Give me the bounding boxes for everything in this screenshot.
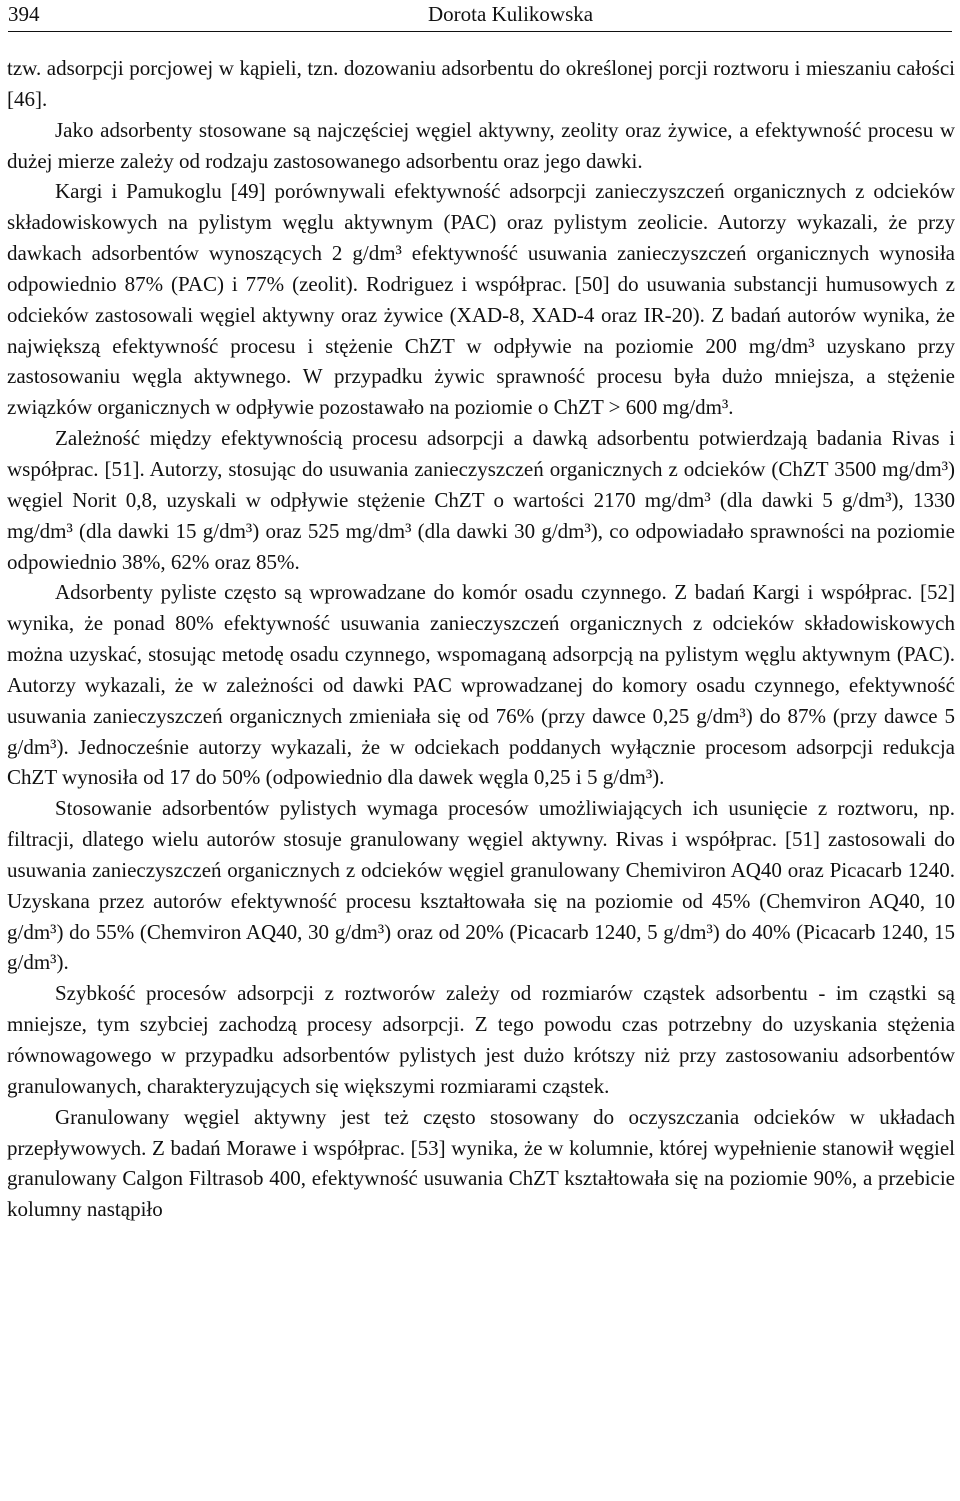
paragraph-7: Szybkość procesów adsorpcji z roztworów zależy od rozmiarów cząstek adsorbentu - im cząstki są mniejsze, tym szybciej zachodzą procesy adsorpcji. Z tego powodu czas potrzebny do uzyskania stężenia równowagowego w przypadku adsorbentów pylistych jest dużo krótszy niż przy zastosowaniu adsorbentów granulowanych, charakteryzujących się większymi rozmiarami cząstek. xyxy=(7,981,955,1098)
running-head-author: Dorota Kulikowska xyxy=(428,2,594,26)
page-number: 394 xyxy=(8,2,40,26)
paragraph-2: Jako adsorbenty stosowane są najczęściej węgiel aktywny, zeolity oraz żywice, a efektywność procesu w dużej mierze zależy od rodzaju zastosowanego adsorbentu oraz jego dawki. xyxy=(7,117,955,173)
paragraph-3: Kargi i Pamukoglu [49] porównywali efektywność adsorpcji zanieczyszczeń organicznych z odcieków składowiskowych na pylistym węglu aktywnym (PAC) oraz pylistym zeolicie. Autorzy wykazali, że przy dawkach adsorbentów wynoszących 2 g/dm³ efektywność usuwania zanieczyszczeń organicznych wynosiła odpowiednio 87% (PAC) i 77% (zeolit). Rodriguez i współprac. [50] do usuwania substancji humusowych z odcieków zastosowali węgiel aktywny oraz żywice (XAD-8, XAD-4 oraz IR-20). Z badań autorów wynika, że największą efektywność procesu i stężenie ChZT w odpływie na poziomie 200 mg/dm³ uzyskano przy zastosowaniu węgla aktywnego. W przypadku żywic sprawność procesu była dużo mniejsza, a stężenie związków organicznych w odpływie pozostawało na poziomie o ChZT > 600 mg/dm³. xyxy=(7,179,955,420)
header-rule xyxy=(8,31,952,32)
body-text xyxy=(7,53,955,1225)
paragraph-8: Granulowany węgiel aktywny jest też często stosowany do oczyszczania odcieków w układach przepływowych. Z badań Morawe i współprac. [53] wynika, że w kolumnie, której wypełnienie stanowił węgiel granulowany Calgon Filtrasob 400, efektywność usuwania ChZT kształtowała się na poziomie 90%, a przebicie kolumny nastąpiło xyxy=(7,1104,955,1222)
paragraph-5: Adsorbenty pyliste często są wprowadzane do komór osadu czynnego. Z badań Kargi i współprac. [52] wynika, że ponad 80% efektywność usuwania zanieczyszczeń organicznych z odcieków składowiskowych można uzyskać, stosując metodę osadu czynnego, wspomaganą adsorpcją na pylistym węglu aktywnym (PAC). Autorzy wykazali, że w zależności od dawki PAC wprowadzanej do komory osadu czynnego, efektywność usuwania zanieczyszczeń organicznych zmieniała się od 76% (przy dawce 0,25 g/dm³) do 87% (przy dawce 5 g/dm³). Jednocześnie autorzy wykazali, że w odciekach poddanych wyłącznie procesom adsorpcji redukcja ChZT wynosiła od 17 do 50% (odpowiednio dla dawek węgla 0,25 i 5 g/dm³). xyxy=(7,580,955,790)
running-header xyxy=(8,0,952,34)
paragraph-6: Stosowanie adsorbentów pylistych wymaga procesów umożliwiających ich usunięcie z roztworu, np. filtracji, dlatego wielu autorów stosuje granulowany węgiel aktywny. Rivas i współprac. [51] zastosowali do usuwania zanieczyszczeń organicznych z odcieków węgiel granulowany Chemiviron AQ40 oraz Picacarb 1240. Uzyskana przez autorów efektywność procesu kształtowała się na poziomie od 45% (Chemviron AQ40, 10 g/dm³) do 55% (Chemviron AQ40, 30 g/dm³) oraz od 20% (Picacarb 1240, 5 g/dm³) do 40% (Picacarb 1240, 15 g/dm³). xyxy=(7,796,955,975)
paragraph-4: Zależność między efektywnością procesu adsorpcji a dawką adsorbentu potwierdzają badania Rivas i współprac. [51]. Autorzy, stosując do usuwania zanieczyszczeń organicznych z odcieków (ChZT 3500 mg/dm³) węgiel Norit 0,8, uzyskali w odpływie stężenie ChZT o wartości 2170 mg/dm³ (dla dawki 5 g/dm³), 1330 mg/dm³ (dla dawki 15 g/dm³) oraz 525 mg/dm³ (dla dawki 30 g/dm³), co odpowiadało sprawności na poziomie odpowiednio 38%, 62% oraz 85%. xyxy=(7,426,955,574)
paragraph-1: tzw. adsorpcji porcjowej w kąpieli, tzn. dozowaniu adsorbentu do określonej porcji roztworu i mieszaniu całości [46]. xyxy=(7,56,955,111)
